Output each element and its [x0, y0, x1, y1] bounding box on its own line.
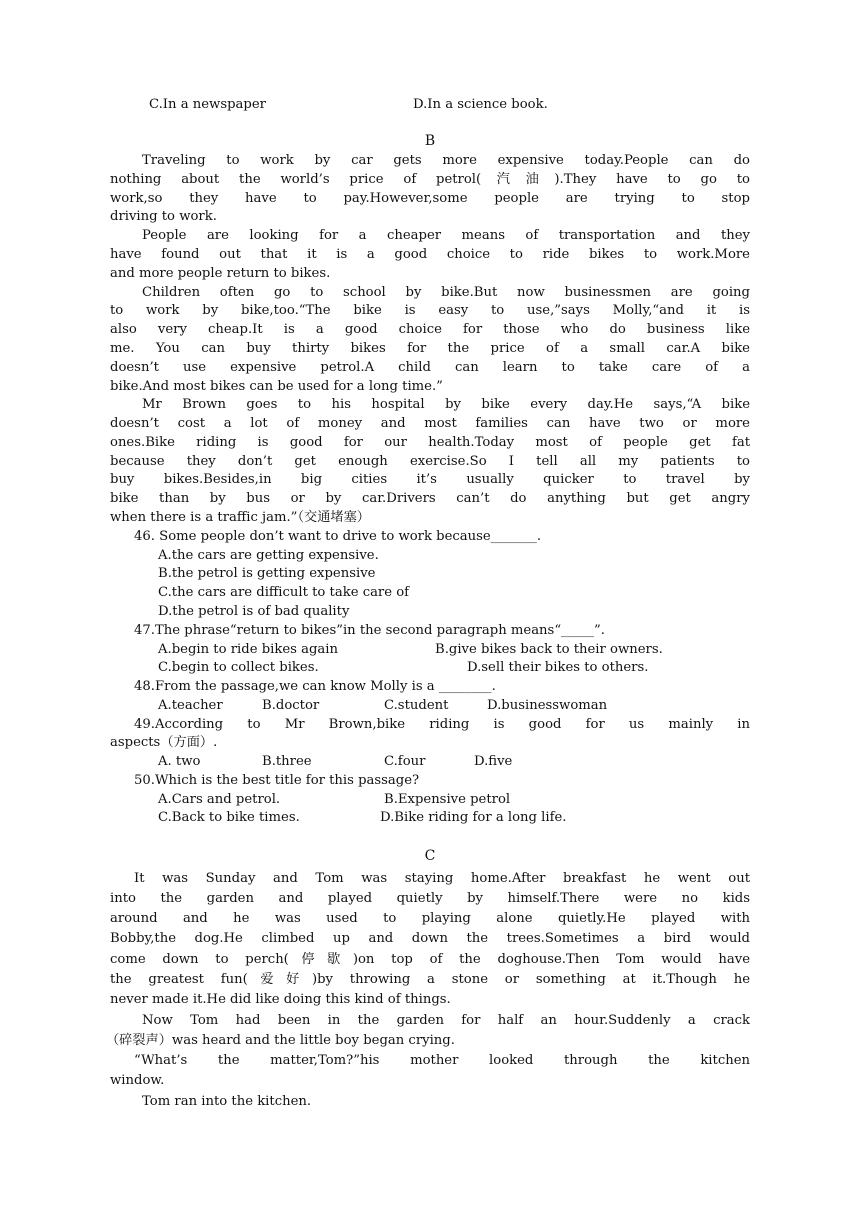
question-49-continued: aspects（方面）.	[110, 735, 218, 750]
q48-option-d: D.businesswoman	[487, 698, 608, 713]
section-b-heading: B	[424, 133, 436, 149]
q48-option-c: C.student	[384, 698, 449, 713]
paragraph-line: It was Sunday and Tom was staying home.After breakfast he went out	[134, 871, 750, 886]
question-47: 47.The phrase“return to bikes”in the second paragraph means“_____”.	[134, 623, 605, 638]
paragraph-line: nothing about the world’s price of petrol(汽油).They have to go to	[110, 172, 750, 187]
paragraph-line: work,so they have to pay.However,some people are trying to stop	[110, 191, 750, 206]
question-50: 50.Which is the best title for this passage?	[134, 773, 420, 788]
paragraph-line: driving to work.	[110, 209, 217, 224]
option-c-top: C.In a newspaper	[149, 97, 266, 112]
question-49: 49.According to Mr Brown,bike riding is good for us mainly in	[134, 717, 750, 732]
paragraph-line: have found out that it is a good choice to ride bikes to work.More	[110, 247, 750, 262]
paragraph-line: window.	[110, 1073, 165, 1088]
q46-option-a: A.the cars are getting expensive.	[158, 548, 379, 563]
q48-option-b: B.doctor	[262, 698, 320, 713]
q46-option-d: D.the petrol is of bad quality	[158, 604, 350, 619]
paragraph-line: Now Tom had been in the garden for half an hour.Suddenly a crack	[142, 1013, 750, 1028]
q50-option-a: A.Cars and petrol.	[158, 792, 281, 807]
q47-option-b: B.give bikes back to their owners.	[435, 642, 663, 657]
q47-option-d: D.sell their bikes to others.	[467, 660, 649, 675]
paragraph-line: never made it.He did like doing this kind of things.	[110, 992, 451, 1007]
q50-option-c: C.Back to bike times.	[158, 810, 300, 825]
paragraph-line: me. You can buy thirty bikes for the price of a small car.A bike	[110, 341, 750, 356]
paragraph-line: Children often go to school by bike.But now businessmen are going	[142, 285, 750, 300]
paragraph-line: the greatest fun(爱好)by throwing a stone or something at it.Though he	[110, 972, 750, 987]
paragraph-line: ones.Bike riding is good for our health.Today most of people get fat	[110, 435, 750, 450]
paragraph-line: around and he was used to playing alone quietly.He played with	[110, 911, 750, 926]
paragraph-line: buy bikes.Besides,in big cities it’s usually quicker to travel by	[110, 472, 750, 487]
paragraph-line: come down to perch(停歇)on top of the doghouse.Then Tom would have	[110, 952, 750, 967]
paragraph-line: Tom ran into the kitchen.	[142, 1094, 312, 1109]
q47-option-c: C.begin to collect bikes.	[158, 660, 319, 675]
paragraph-line: bike.And most bikes can be used for a long time.”	[110, 379, 443, 394]
question-46: 46. Some people don’t want to drive to work because_______.	[134, 529, 542, 544]
paragraph-line: （碎裂声）was heard and the little boy began crying.	[106, 1033, 455, 1048]
paragraph-line: when there is a traffic jam.”（交通堵塞）	[110, 510, 370, 525]
paragraph-line: Bobby,the dog.He climbed up and down the trees.Sometimes a bird would	[110, 931, 750, 946]
section-c-heading: C	[424, 848, 436, 864]
paragraph-line: bike than by bus or by car.Drivers can’t do anything but get angry	[110, 491, 750, 506]
question-48: 48.From the passage,we can know Molly is a ________.	[134, 679, 496, 694]
paragraph-line: to work by bike,too.“The bike is easy to use,”says Molly,“and it is	[110, 303, 750, 318]
q50-option-d: D.Bike riding for a long life.	[380, 810, 567, 825]
paragraph-line: “What’s the matter,Tom?”his mother looked through the kitchen	[134, 1053, 750, 1068]
q46-option-c: C.the cars are difficult to take care of	[158, 585, 410, 600]
q47-option-a: A.begin to ride bikes again	[158, 642, 338, 657]
paragraph-line: doesn’t cost a lot of money and most families can have two or more	[110, 416, 750, 431]
q49-option-c: C.four	[384, 754, 426, 769]
paragraph-line: into the garden and played quietly by himself.There were no kids	[110, 891, 750, 906]
paragraph-line: also very cheap.It is a good choice for those who do business like	[110, 322, 750, 337]
q48-option-a: A.teacher	[158, 698, 223, 713]
paragraph-line: Traveling to work by car gets more expensive today.People can do	[142, 153, 750, 168]
q49-option-b: B.three	[262, 754, 312, 769]
q50-option-b: B.Expensive petrol	[384, 792, 511, 807]
paragraph-line: Mr Brown goes to his hospital by bike every day.He says,“A bike	[142, 397, 750, 412]
paragraph-line: and more people return to bikes.	[110, 266, 331, 281]
paragraph-line: because they don’t get enough exercise.So I tell all my patients to	[110, 454, 750, 469]
q49-option-a: A. two	[158, 754, 201, 769]
q49-option-d: D.five	[474, 754, 513, 769]
option-d-top: D.In a science book.	[413, 97, 548, 112]
q46-option-b: B.the petrol is getting expensive	[158, 566, 376, 581]
paragraph-line: People are looking for a cheaper means of transportation and they	[142, 228, 750, 243]
paragraph-line: doesn’t use expensive petrol.A child can learn to take care of a	[110, 360, 750, 375]
